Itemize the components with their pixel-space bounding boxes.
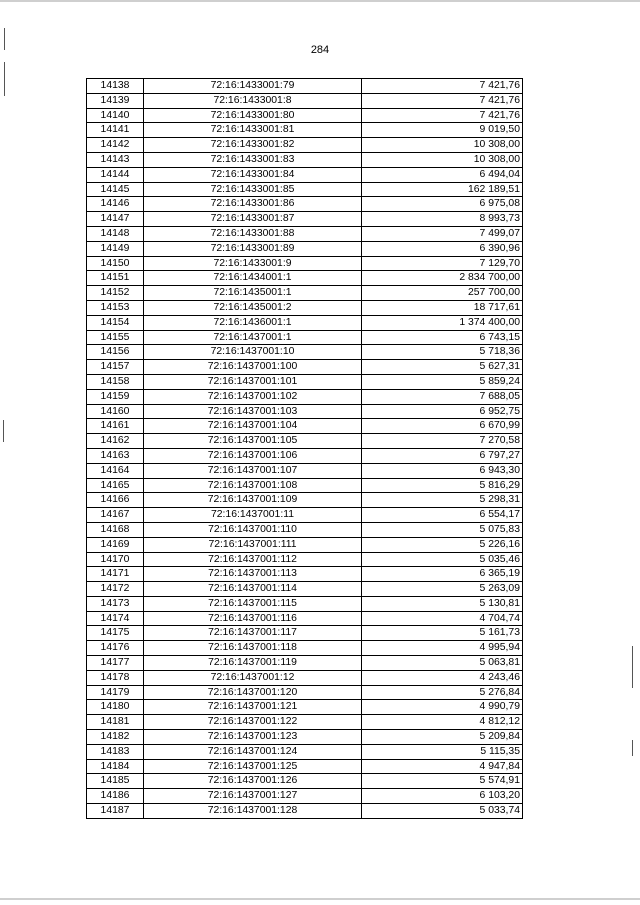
cadastral-number-cell: 72:16:1437001:128 <box>144 804 362 819</box>
cadastral-value-cell: 6 797,27 <box>362 448 523 463</box>
row-number-cell: 14148 <box>87 226 144 241</box>
row-number-cell: 14161 <box>87 419 144 434</box>
row-number-cell: 14185 <box>87 774 144 789</box>
table-row <box>87 389 523 404</box>
table-row <box>87 596 523 611</box>
row-number-cell: 14139 <box>87 93 144 108</box>
cadastral-number-cell: 72:16:1433001:86 <box>144 197 362 212</box>
table-row <box>87 537 523 552</box>
cadastral-number-cell: 72:16:1433001:81 <box>144 123 362 138</box>
cadastral-number-cell: 72:16:1437001:123 <box>144 730 362 745</box>
row-number-cell: 14155 <box>87 330 144 345</box>
row-number-cell: 14156 <box>87 345 144 360</box>
table-row <box>87 330 523 345</box>
cadastral-number-cell: 72:16:1437001:114 <box>144 582 362 597</box>
row-number-cell: 14152 <box>87 286 144 301</box>
table-row <box>87 789 523 804</box>
scan-mark-left <box>3 420 4 442</box>
cadastral-value-cell: 6 365,19 <box>362 567 523 582</box>
cadastral-number-cell: 72:16:1437001:127 <box>144 789 362 804</box>
table-row <box>87 315 523 330</box>
table-row <box>87 108 523 123</box>
table-body <box>87 79 523 819</box>
cadastral-value-cell: 6 743,15 <box>362 330 523 345</box>
cadastral-value-cell: 6 943,30 <box>362 463 523 478</box>
row-number-cell: 14169 <box>87 537 144 552</box>
cadastral-number-cell: 72:16:1433001:82 <box>144 138 362 153</box>
row-number-cell: 14159 <box>87 389 144 404</box>
cadastral-number-cell: 72:16:1437001:117 <box>144 626 362 641</box>
cadastral-number-cell: 72:16:1437001:106 <box>144 448 362 463</box>
cadastral-number-cell: 72:16:1435001:2 <box>144 300 362 315</box>
cadastral-value-cell: 5 718,36 <box>362 345 523 360</box>
cadastral-value-cell: 18 717,61 <box>362 300 523 315</box>
row-number-cell: 14172 <box>87 582 144 597</box>
table-row <box>87 360 523 375</box>
table-row <box>87 197 523 212</box>
cadastral-value-cell: 7 270,58 <box>362 434 523 449</box>
table-row <box>87 730 523 745</box>
table-row <box>87 508 523 523</box>
cadastral-value-cell: 4 990,79 <box>362 700 523 715</box>
table-row <box>87 300 523 315</box>
row-number-cell: 14181 <box>87 715 144 730</box>
row-number-cell: 14146 <box>87 197 144 212</box>
cadastral-number-cell: 72:16:1433001:89 <box>144 241 362 256</box>
table-row <box>87 552 523 567</box>
table-row <box>87 744 523 759</box>
table-row <box>87 286 523 301</box>
row-number-cell: 14183 <box>87 744 144 759</box>
table-row <box>87 804 523 819</box>
cadastral-value-cell: 10 308,00 <box>362 138 523 153</box>
row-number-cell: 14187 <box>87 804 144 819</box>
cadastral-value-cell: 5 115,35 <box>362 744 523 759</box>
cadastral-value-cell: 4 812,12 <box>362 715 523 730</box>
table-row <box>87 478 523 493</box>
cadastral-number-cell: 72:16:1437001:119 <box>144 656 362 671</box>
cadastral-value-cell: 6 103,20 <box>362 789 523 804</box>
page-number: 284 <box>310 44 330 56</box>
cadastral-value-cell: 5 063,81 <box>362 656 523 671</box>
cadastral-value-cell: 6 494,04 <box>362 167 523 182</box>
cadastral-value-cell: 4 995,94 <box>362 641 523 656</box>
cadastral-number-cell: 72:16:1436001:1 <box>144 315 362 330</box>
cadastral-value-cell: 5 816,29 <box>362 478 523 493</box>
row-number-cell: 14177 <box>87 656 144 671</box>
table-row <box>87 345 523 360</box>
cadastral-value-cell: 4 704,74 <box>362 611 523 626</box>
cadastral-number-cell: 72:16:1435001:1 <box>144 286 362 301</box>
cadastral-number-cell: 72:16:1437001:105 <box>144 434 362 449</box>
cadastral-number-cell: 72:16:1437001:102 <box>144 389 362 404</box>
cadastral-number-cell: 72:16:1437001:107 <box>144 463 362 478</box>
row-number-cell: 14166 <box>87 493 144 508</box>
table-row <box>87 626 523 641</box>
cadastral-number-cell: 72:16:1437001:122 <box>144 715 362 730</box>
table-row <box>87 123 523 138</box>
cadastral-value-cell: 5 276,84 <box>362 685 523 700</box>
cadastral-value-cell: 5 130,81 <box>362 596 523 611</box>
cadastral-value-cell: 9 019,50 <box>362 123 523 138</box>
row-number-cell: 14182 <box>87 730 144 745</box>
row-number-cell: 14176 <box>87 641 144 656</box>
table-row <box>87 567 523 582</box>
cadastral-number-cell: 72:16:1437001:104 <box>144 419 362 434</box>
cadastral-number-cell: 72:16:1433001:85 <box>144 182 362 197</box>
cadastral-value-cell: 7 688,05 <box>362 389 523 404</box>
table-row <box>87 493 523 508</box>
row-number-cell: 14171 <box>87 567 144 582</box>
scan-mark-right <box>632 740 633 756</box>
cadastral-number-cell: 72:16:1437001:108 <box>144 478 362 493</box>
cadastral-value-cell: 5 075,83 <box>362 522 523 537</box>
row-number-cell: 14154 <box>87 315 144 330</box>
table-row <box>87 182 523 197</box>
cadastral-value-cell: 7 499,07 <box>362 226 523 241</box>
table-row <box>87 241 523 256</box>
table-row <box>87 448 523 463</box>
cadastral-number-cell: 72:16:1433001:84 <box>144 167 362 182</box>
row-number-cell: 14165 <box>87 478 144 493</box>
table-row <box>87 656 523 671</box>
table-row <box>87 152 523 167</box>
cadastral-number-cell: 72:16:1434001:1 <box>144 271 362 286</box>
row-number-cell: 14178 <box>87 670 144 685</box>
scan-edge-top <box>0 0 640 2</box>
row-number-cell: 14160 <box>87 404 144 419</box>
cadastral-number-cell: 72:16:1437001:116 <box>144 611 362 626</box>
table-row <box>87 522 523 537</box>
cadastral-value-cell: 5 627,31 <box>362 360 523 375</box>
cadastral-value-cell: 6 952,75 <box>362 404 523 419</box>
cadastral-value-cell: 5 161,73 <box>362 626 523 641</box>
cadastral-number-cell: 72:16:1437001:120 <box>144 685 362 700</box>
cadastral-number-cell: 72:16:1437001:113 <box>144 567 362 582</box>
row-number-cell: 14157 <box>87 360 144 375</box>
table-row <box>87 774 523 789</box>
cadastral-value-cell: 257 700,00 <box>362 286 523 301</box>
cadastral-value-cell: 6 975,08 <box>362 197 523 212</box>
row-number-cell: 14153 <box>87 300 144 315</box>
cadastral-number-cell: 72:16:1433001:87 <box>144 212 362 227</box>
row-number-cell: 14147 <box>87 212 144 227</box>
cadastral-number-cell: 72:16:1437001:103 <box>144 404 362 419</box>
scan-mark-left <box>4 62 5 96</box>
cadastral-number-cell: 72:16:1437001:100 <box>144 360 362 375</box>
row-number-cell: 14164 <box>87 463 144 478</box>
cadastral-number-cell: 72:16:1437001:121 <box>144 700 362 715</box>
table-row <box>87 670 523 685</box>
cadastral-number-cell: 72:16:1437001:126 <box>144 774 362 789</box>
table-row <box>87 226 523 241</box>
row-number-cell: 14162 <box>87 434 144 449</box>
cadastral-number-cell: 72:16:1437001:1 <box>144 330 362 345</box>
cadastral-number-cell: 72:16:1433001:79 <box>144 79 362 94</box>
table-row <box>87 434 523 449</box>
table-row <box>87 463 523 478</box>
cadastral-number-cell: 72:16:1437001:115 <box>144 596 362 611</box>
cadastral-value-cell: 4 947,84 <box>362 759 523 774</box>
cadastral-value-cell: 7 421,76 <box>362 93 523 108</box>
cadastral-value-table <box>86 78 523 819</box>
cadastral-number-cell: 72:16:1437001:110 <box>144 522 362 537</box>
cadastral-number-cell: 72:16:1433001:9 <box>144 256 362 271</box>
cadastral-number-cell: 72:16:1433001:8 <box>144 93 362 108</box>
table-row <box>87 212 523 227</box>
table-row <box>87 715 523 730</box>
row-number-cell: 14186 <box>87 789 144 804</box>
row-number-cell: 14173 <box>87 596 144 611</box>
table-row <box>87 271 523 286</box>
table-row <box>87 93 523 108</box>
table-row <box>87 700 523 715</box>
cadastral-value-cell: 5 263,09 <box>362 582 523 597</box>
row-number-cell: 14179 <box>87 685 144 700</box>
cadastral-value-cell: 5 033,74 <box>362 804 523 819</box>
cadastral-value-cell: 1 374 400,00 <box>362 315 523 330</box>
cadastral-value-cell: 4 243,46 <box>362 670 523 685</box>
scan-edge-bottom <box>0 898 640 900</box>
cadastral-number-cell: 72:16:1437001:10 <box>144 345 362 360</box>
cadastral-value-cell: 7 421,76 <box>362 108 523 123</box>
cadastral-value-cell: 5 226,16 <box>362 537 523 552</box>
cadastral-number-cell: 72:16:1437001:109 <box>144 493 362 508</box>
row-number-cell: 14150 <box>87 256 144 271</box>
cadastral-value-cell: 6 390,96 <box>362 241 523 256</box>
row-number-cell: 14142 <box>87 138 144 153</box>
table-row <box>87 419 523 434</box>
cadastral-value-cell: 5 859,24 <box>362 374 523 389</box>
cadastral-value-cell: 8 993,73 <box>362 212 523 227</box>
cadastral-value-cell: 5 298,31 <box>362 493 523 508</box>
cadastral-value-cell: 5 574,91 <box>362 774 523 789</box>
cadastral-number-cell: 72:16:1437001:118 <box>144 641 362 656</box>
cadastral-value-cell: 7 421,76 <box>362 79 523 94</box>
row-number-cell: 14175 <box>87 626 144 641</box>
row-number-cell: 14138 <box>87 79 144 94</box>
cadastral-value-cell: 2 834 700,00 <box>362 271 523 286</box>
cadastral-number-cell: 72:16:1433001:83 <box>144 152 362 167</box>
table-row <box>87 611 523 626</box>
row-number-cell: 14180 <box>87 700 144 715</box>
cadastral-number-cell: 72:16:1437001:11 <box>144 508 362 523</box>
cadastral-number-cell: 72:16:1437001:112 <box>144 552 362 567</box>
table-row <box>87 79 523 94</box>
table-row <box>87 404 523 419</box>
table-row <box>87 256 523 271</box>
row-number-cell: 14168 <box>87 522 144 537</box>
cadastral-number-cell: 72:16:1433001:80 <box>144 108 362 123</box>
cadastral-number-cell: 72:16:1437001:124 <box>144 744 362 759</box>
row-number-cell: 14141 <box>87 123 144 138</box>
cadastral-value-cell: 7 129,70 <box>362 256 523 271</box>
row-number-cell: 14174 <box>87 611 144 626</box>
cadastral-number-cell: 72:16:1437001:101 <box>144 374 362 389</box>
cadastral-number-cell: 72:16:1437001:12 <box>144 670 362 685</box>
table-row <box>87 685 523 700</box>
table-row <box>87 759 523 774</box>
row-number-cell: 14140 <box>87 108 144 123</box>
table-row <box>87 374 523 389</box>
table-row <box>87 167 523 182</box>
row-number-cell: 14158 <box>87 374 144 389</box>
row-number-cell: 14151 <box>87 271 144 286</box>
row-number-cell: 14143 <box>87 152 144 167</box>
row-number-cell: 14170 <box>87 552 144 567</box>
cadastral-value-cell: 10 308,00 <box>362 152 523 167</box>
table-row <box>87 582 523 597</box>
table-row <box>87 138 523 153</box>
cadastral-value-cell: 5 209,84 <box>362 730 523 745</box>
cadastral-number-cell: 72:16:1437001:125 <box>144 759 362 774</box>
row-number-cell: 14163 <box>87 448 144 463</box>
cadastral-value-cell: 162 189,51 <box>362 182 523 197</box>
cadastral-value-cell: 6 670,99 <box>362 419 523 434</box>
row-number-cell: 14144 <box>87 167 144 182</box>
row-number-cell: 14149 <box>87 241 144 256</box>
scan-mark-right <box>632 646 633 688</box>
row-number-cell: 14167 <box>87 508 144 523</box>
row-number-cell: 14184 <box>87 759 144 774</box>
cadastral-value-cell: 5 035,46 <box>362 552 523 567</box>
table-row <box>87 641 523 656</box>
row-number-cell: 14145 <box>87 182 144 197</box>
cadastral-value-cell: 6 554,17 <box>362 508 523 523</box>
cadastral-number-cell: 72:16:1437001:111 <box>144 537 362 552</box>
cadastral-number-cell: 72:16:1433001:88 <box>144 226 362 241</box>
